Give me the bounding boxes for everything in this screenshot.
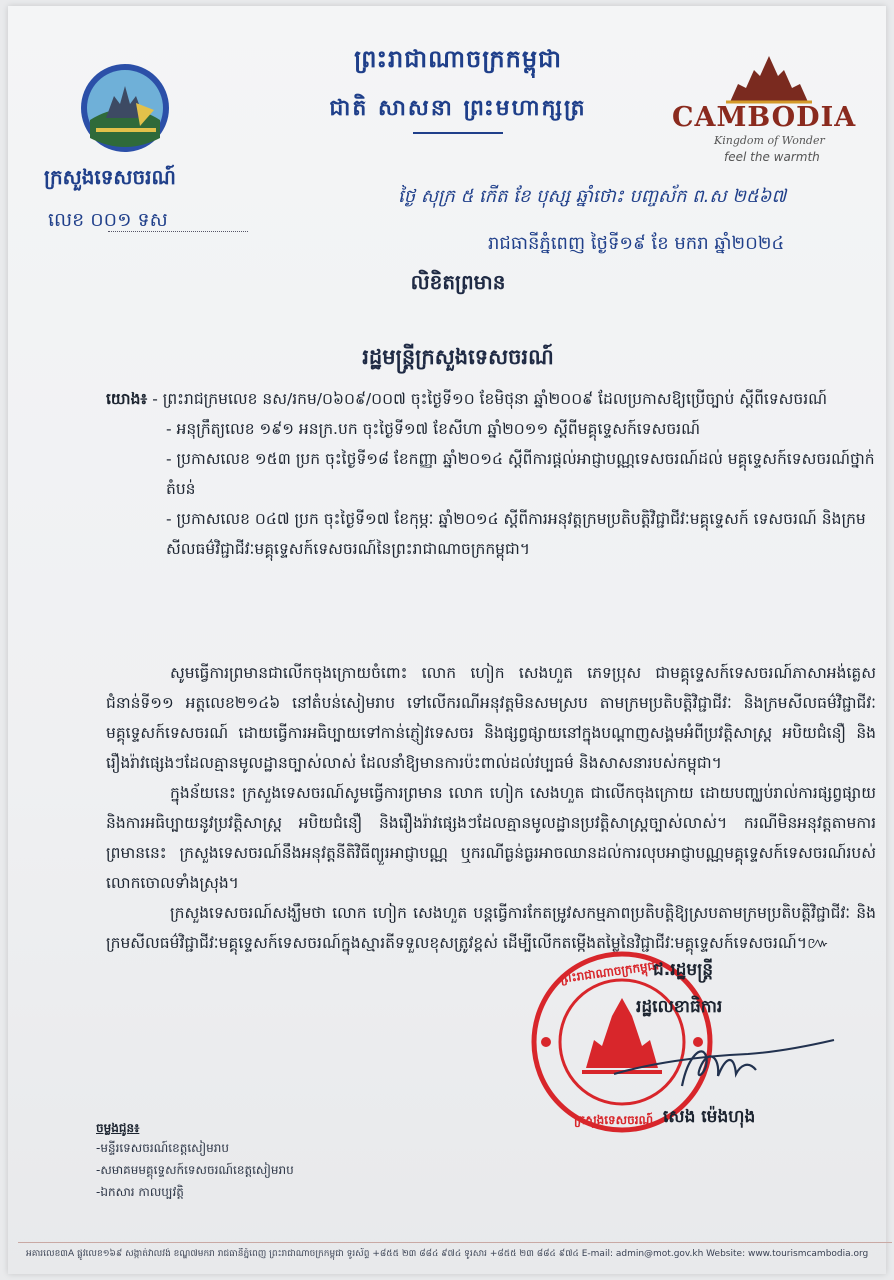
footer-divider bbox=[18, 1242, 892, 1243]
sender-title: រដ្ឋមន្ត្រីក្រសួងទេសចរណ៍ bbox=[362, 344, 554, 369]
reference-item: - អនុក្រឹត្យលេខ ១៩១ អនក្រ.បក ចុះថ្ងៃទី១៧ ខែសីហា ឆ្នាំ២០១១ ស្តីពីមគ្គុទ្ទេសក៍ទេសចរណ៍ bbox=[166, 420, 701, 438]
place-and-date: រាជធានីភ្នំពេញ ថ្ងៃទី១៩ ខែ មករា ឆ្នាំ២០២៤ bbox=[488, 233, 785, 254]
lunar-date: ថ្ងៃ សុក្រ ៥ កើត ខែ បុស្ស ឆ្នាំថោះ បញ្ចស័ក ព.ស ២៥៦៧ bbox=[398, 186, 787, 207]
reference-item: - ប្រកាសលេខ ០៤៧ ប្រក ចុះថ្ងៃទី១៧ ខែកុម្ភៈ ឆ្នាំ២០១៤ ស្តីពីការអនុវត្តក្រមប្រតិបត្តិវិជ្ជាជីវៈមគ្គុទ្ទេសក៍ ទេសចរណ៍ និងក្រមសីលធម៌វិជ្ជាជីវៈមគ្គុទ្ទេសក៍ទេសចរណ៍នៃព្រះរាជាណាចក្រកម្ពុជា។ bbox=[166, 510, 866, 558]
ministry-emblem-icon bbox=[76, 58, 174, 158]
national-motto: ជាតិ សាសនា ព្រះមហាក្សត្រ bbox=[329, 95, 587, 121]
body-paragraph: ក្រសួងទេសចរណ៍សង្ឃឹមថា លោក ហៀក សេងហួត បន្តធ្វើការកែតម្រូវសកម្មភាពប្រតិបត្តិឱ្យស្របតាមក្រមប្រតិបត្តិវិជ្ជាជីវៈ និងក្រមសីលធម៌វិជ្ជាជីវៈមគ្គុទ្ទេសក៍ទេសចរណ៍ក្នុងស្មារតីទទួលខុសត្រូវខ្ពស់ ដើម្បីលើកតម្កើងតម្លៃនៃវិជ្ជាជីវៈមគ្គុទ្ទេសក៍ទេសចរណ៍។៚ bbox=[106, 904, 876, 952]
references-block bbox=[106, 384, 876, 564]
body-paragraph: សូមធ្វើការព្រមានជាលើកចុងក្រោយចំពោះ លោក ហៀក សេងហួត ភេទប្រុស ជាមគ្គុទ្ទេសក៍ទេសចរណ៍ភាសាអង់គ្លេស ជំនាន់ទី១១ អត្តលេខ២១៤៦ នៅតំបន់សៀមរាប ទៅលើករណីអនុវត្តមិនសមស្រប តាមក្រមប្រតិបត្តិវិជ្ជាជីវៈ និងក្រមសីលធម៌វិជ្ជាជីវៈមគ្គុទ្ទេសក៍ទេសចរណ៍ ដោយធ្វើការអធិប្បាយទៅកាន់ភ្ញៀវទេសចរ និងផ្សព្វផ្សាយនៅក្នុងបណ្តាញសង្គមអំពីប្រវត្តិសាស្ត្រ អបិយជំនឿ និងរឿងរ៉ាវផ្សេងៗដែលគ្មានមូលដ្ឋានច្បាស់លាស់ ដែលនាំឱ្យមានការប៉ះពាល់ដល់វប្បធម៌ និងសាសនារបស់កម្ពុជា។ bbox=[106, 664, 876, 772]
brand-name: CAMBODIA bbox=[672, 102, 857, 133]
seal-bottom-text: ក្រសួងទេសចរណ៍ bbox=[574, 1113, 654, 1127]
document-type-title: លិខិតព្រមាន bbox=[410, 270, 506, 294]
reference-number: លេខ ០០១ ទស bbox=[48, 209, 168, 231]
angkor-temple-icon bbox=[726, 54, 812, 104]
signatory-name: សេង ម៉េងហុង bbox=[663, 1107, 756, 1127]
reference-item: - ប្រកាសលេខ ១៥៣ ប្រក ចុះថ្ងៃទី១៨ ខែកញ្ញា ឆ្នាំ២០១៤ ស្តីពីការផ្តល់អាជ្ញាបណ្ណទេសចរណ៍ដល់ មគ្គុទ្ទេសក៍ទេសចរណ៍ថ្នាក់តំបន់ bbox=[166, 450, 875, 498]
cc-item: -មន្ទីរទេសចរណ៍ខេត្តសៀមរាប bbox=[96, 1141, 230, 1155]
reference-item bbox=[106, 384, 876, 414]
seal-top-text: ព្រះរាជាណាចក្រកម្ពុជា bbox=[559, 958, 660, 986]
letter-body bbox=[106, 658, 876, 958]
cc-item: -សមាគមមគ្គុទ្ទេសក៍ទេសចរណ៍ខេត្តសៀមរាប bbox=[96, 1163, 294, 1177]
brand-tagline-2: feel the warmth bbox=[724, 150, 820, 164]
references-label: យោង៖ bbox=[106, 390, 148, 408]
signatory-role-2: រដ្ឋលេខាធិការ bbox=[636, 997, 723, 1017]
motto-divider bbox=[413, 132, 503, 134]
cc-item: -ឯកសារ កាលប្បវត្តិ bbox=[96, 1185, 184, 1199]
body-paragraph: ក្នុងន័យនេះ ក្រសួងទេសចរណ៍សូមធ្វើការព្រមាន លោក ហៀក សេងហួត ជាលើកចុងក្រោយ ដោយបញ្ឈប់រាល់ការផ្សព្វផ្សាយ និងការអធិប្បាយនូវប្រវត្តិសាស្ត្រ អបិយជំនឿ និងរឿងរ៉ាវផ្សេងៗដែលគ្មានមូលដ្ឋានប្រវត្តិសាស្ត្រច្បាស់លាស់។ ករណីមិនអនុវត្តតាមការព្រមាននេះ ក្រសួងទេសចរណ៍នឹងអនុវត្តនីតិវិធីព្យួរអាជ្ញាបណ្ណ ឬករណីធ្ងន់ធ្ងរអាចឈានដល់ការលុបអាជ្ញាបណ្ណមគ្គុទ្ទេសក៍ទេសចរណ៍របស់លោកចោលទាំងស្រុង។ bbox=[106, 784, 876, 892]
ministry-name: ក្រសួងទេសចរណ៍ bbox=[44, 165, 176, 189]
signatory-role-1: ជ.រដ្ឋមន្ត្រី bbox=[653, 960, 714, 980]
kingdom-heading: ព្រះរាជាណាចក្រកម្ពុជា bbox=[354, 44, 562, 73]
reference-dotted-line bbox=[108, 231, 248, 232]
brand-tagline-1: Kingdom of Wonder bbox=[714, 134, 825, 147]
reference-text: - ព្រះរាជក្រមលេខ នស/រកម/០៦០៩/០០៧ ចុះថ្ងៃទី១០ ខែមិថុនា ឆ្នាំ២០០៩ ដែលប្រកាសឱ្យប្រើច្បាប់ ស្តីពីទេសចរណ៍ bbox=[152, 390, 828, 408]
handwritten-signature-icon bbox=[608, 1026, 858, 1096]
cc-title: ចម្លងជូន៖ bbox=[96, 1121, 140, 1135]
cambodia-brand-logo bbox=[668, 54, 883, 172]
document-page bbox=[8, 6, 886, 1274]
footer-contact: អគារលេខ៣A ផ្លូវលេខ១៦៩ សង្កាត់វាលវង់ ខណ្ឌ៧មករា រាជធានីភ្នំពេញ ព្រះរាជាណាចក្រកម្ពុជា ទូរស័ព្ទ +៨៥៥ ២៣ ៨៨៤ ៩៧៤ ទូរសារ +៨៥៥ ២៣ ៨៨៤ ៩៧៤ E-mail: admin@mot.gov.kh Website: www.tourismcambodia.org bbox=[26, 1249, 869, 1259]
